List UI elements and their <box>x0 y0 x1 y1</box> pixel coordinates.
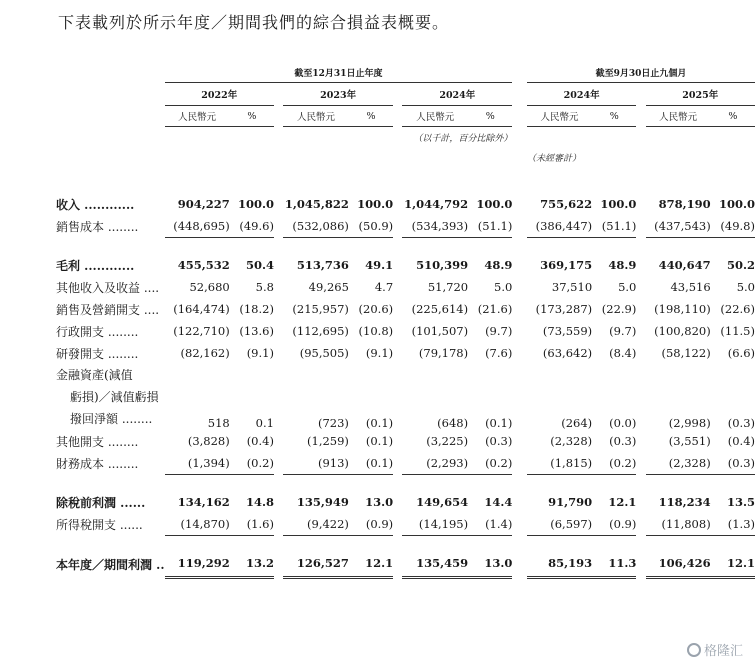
percent-cell: 100.0 <box>476 197 513 211</box>
amount-cell: (63,642) <box>542 346 593 360</box>
percent-cell: (20.6) <box>358 302 394 316</box>
percent-cell: 49.1 <box>365 258 394 272</box>
amount-cell: (112,695) <box>292 324 349 338</box>
row-label: 銷售及營銷開支 .... <box>56 302 160 317</box>
percent-cell: 0.1 <box>255 416 274 430</box>
percent-cell: (0.4) <box>246 434 274 448</box>
amount-cell: 513,736 <box>296 258 349 272</box>
percent-cell: 12.1 <box>711 552 755 578</box>
table-row <box>56 452 755 475</box>
row-label: 行政開支 ........ <box>56 324 139 339</box>
percent-cell: 13.5 <box>726 495 755 509</box>
percent-cell: 12.1 <box>608 495 637 509</box>
percent-cell: 4.7 <box>374 280 394 294</box>
amount-cell: (1,259) <box>307 434 349 448</box>
header-year-2022: 2022年 <box>165 83 274 106</box>
percent-cell: (0.1) <box>485 416 513 430</box>
percent-cell: (0.9) <box>592 513 636 536</box>
percent-cell: (0.1) <box>365 434 394 448</box>
percent-cell: (10.8) <box>358 324 394 338</box>
table-row <box>56 320 755 342</box>
amount-cell: (448,695) <box>165 215 230 238</box>
table-row <box>56 276 755 298</box>
row-label-line: 虧損)／減值虧損 <box>70 390 159 404</box>
amount-cell: (534,393) <box>402 215 468 238</box>
amount-cell: (11,808) <box>646 513 711 536</box>
watermark-text: 格隆汇 <box>703 644 743 659</box>
amount-cell: 135,949 <box>296 495 349 509</box>
note-unaudited: （未經審計） <box>526 153 581 164</box>
amount-cell: 369,175 <box>540 258 593 272</box>
row-label-line: 金融資產(減值 <box>56 368 133 382</box>
percent-cell: (49.8) <box>711 215 755 238</box>
percent-cell: (49.6) <box>230 215 274 238</box>
header-year-2024: 2024年 <box>402 83 512 106</box>
percent-cell: (1.4) <box>468 513 512 536</box>
percent-cell: 100.0 <box>600 197 637 211</box>
watermark-logo-icon <box>687 643 701 657</box>
amount-cell: (2,328) <box>646 452 711 475</box>
unit-rmb: 人民幣元 <box>165 106 230 127</box>
percent-cell: 14.8 <box>245 495 274 509</box>
percent-cell: (51.1) <box>468 215 512 238</box>
percent-cell: 5.0 <box>494 280 513 294</box>
percent-cell: 13.0 <box>468 552 512 578</box>
amount-cell: (198,110) <box>654 302 711 316</box>
table-row <box>56 513 755 536</box>
amount-cell: 51,720 <box>427 280 469 294</box>
amount-cell: (14,195) <box>402 513 468 536</box>
percent-cell: (0.1) <box>349 452 393 475</box>
amount-cell: 455,532 <box>177 258 230 272</box>
percent-cell: (9.7) <box>485 324 513 338</box>
percent-cell: (8.4) <box>609 346 637 360</box>
percent-cell: 48.9 <box>608 258 637 272</box>
percent-cell: (0.2) <box>468 452 512 475</box>
amount-cell: (58,122) <box>661 346 711 360</box>
table-row <box>56 193 755 215</box>
unit-pct: % <box>230 106 274 127</box>
unit-rmb: 人民幣元 <box>402 106 468 127</box>
row-label: 財務成本 ........ <box>56 456 139 471</box>
amount-cell: (3,551) <box>668 434 711 448</box>
table-row <box>56 364 755 430</box>
table-row <box>56 430 755 452</box>
amount-cell: 37,510 <box>551 280 593 294</box>
amount-cell: 518 <box>207 416 230 430</box>
amount-cell: 149,654 <box>416 495 469 509</box>
unit-rmb: 人民幣元 <box>527 106 592 127</box>
amount-cell: 106,426 <box>646 552 711 578</box>
amount-cell: (1,815) <box>527 452 592 475</box>
unit-rmb: 人民幣元 <box>646 106 711 127</box>
amount-cell: (2,998) <box>668 416 711 430</box>
percent-cell: (9.7) <box>609 324 637 338</box>
amount-cell: 878,190 <box>658 197 711 211</box>
percent-cell: (0.1) <box>365 416 394 430</box>
amount-cell: (164,474) <box>173 302 230 316</box>
amount-cell: 1,045,822 <box>284 197 349 211</box>
percent-cell: (0.3) <box>727 416 755 430</box>
row-label <box>56 364 165 430</box>
amount-cell: 510,399 <box>416 258 469 272</box>
amount-cell: (122,710) <box>173 324 230 338</box>
row-label: 其他開支 ........ <box>56 434 139 449</box>
amount-cell: (264) <box>561 416 593 430</box>
amount-cell: 49,265 <box>308 280 349 294</box>
amount-cell: (73,559) <box>542 324 593 338</box>
amount-cell: (215,957) <box>292 302 349 316</box>
row-label: 研發開支 ........ <box>56 346 139 361</box>
table-row <box>56 215 755 238</box>
percent-cell: 100.0 <box>237 197 274 211</box>
header-year-end: 截至12月31日止年度 <box>165 62 513 83</box>
amount-cell: 134,162 <box>177 495 230 509</box>
percent-cell: 11.3 <box>592 552 636 578</box>
amount-cell: (225,614) <box>411 302 469 316</box>
amount-cell: (386,447) <box>527 215 592 238</box>
amount-cell: (3,828) <box>187 434 230 448</box>
percent-cell: 14.4 <box>484 495 513 509</box>
amount-cell: (2,328) <box>550 434 593 448</box>
row-label: 毛利 ............ <box>56 258 135 273</box>
percent-cell: 100.0 <box>718 197 755 211</box>
percent-cell: (9.1) <box>365 346 394 360</box>
percent-cell: 50.4 <box>245 258 274 272</box>
percent-cell: (22.6) <box>720 302 755 316</box>
row-label: 其他收入及收益 .... <box>56 280 160 295</box>
percent-cell: (6.6) <box>727 346 755 360</box>
amount-cell: (532,086) <box>283 215 349 238</box>
percent-cell: (21.6) <box>477 302 513 316</box>
percent-cell: 13.2 <box>230 552 274 578</box>
amount-cell: 85,193 <box>527 552 592 578</box>
amount-cell: (9,422) <box>283 513 349 536</box>
percent-cell: 13.0 <box>365 495 394 509</box>
table-row <box>56 298 755 320</box>
table-row <box>56 342 755 364</box>
percent-cell: 48.9 <box>484 258 513 272</box>
amount-cell: (173,287) <box>535 302 593 316</box>
amount-cell: (913) <box>283 452 349 475</box>
amount-cell: (437,543) <box>646 215 711 238</box>
amount-cell: 43,516 <box>670 280 711 294</box>
amount-cell: (79,178) <box>418 346 469 360</box>
percent-cell: (1.6) <box>230 513 274 536</box>
percent-cell: (0.0) <box>609 416 637 430</box>
header-period-2024: 2024年 <box>527 83 636 106</box>
amount-cell: 126,527 <box>283 552 349 578</box>
row-label: 除稅前利潤 ...... <box>56 495 146 510</box>
amount-cell: (95,505) <box>299 346 349 360</box>
percent-cell: (0.2) <box>230 452 274 475</box>
amount-cell: 91,790 <box>548 495 593 509</box>
income-statement-table <box>56 62 755 579</box>
amount-cell: (648) <box>437 416 469 430</box>
unit-rmb: 人民幣元 <box>283 106 349 127</box>
table-row <box>56 254 755 276</box>
amount-cell: 118,234 <box>658 495 711 509</box>
percent-cell: (0.9) <box>349 513 393 536</box>
amount-cell: 755,622 <box>540 197 593 211</box>
percent-cell: (7.6) <box>485 346 513 360</box>
table-row <box>56 552 755 578</box>
amount-cell: (14,870) <box>165 513 230 536</box>
amount-cell: 1,044,792 <box>404 197 469 211</box>
percent-cell: (0.3) <box>711 452 755 475</box>
amount-cell: (2,293) <box>402 452 468 475</box>
intro-text: 下表載列於所示年度／期間我們的綜合損益表概要。 <box>58 13 450 32</box>
unit-pct: % <box>711 106 755 127</box>
header-nine-months: 截至9月30日止九個月 <box>527 62 755 83</box>
row-label-line: 撥回淨額 ........ <box>70 412 153 426</box>
percent-cell: 50.2 <box>726 258 755 272</box>
unit-pct: % <box>592 106 636 127</box>
header-year-2023: 2023年 <box>283 83 393 106</box>
row-label: 銷售成本 ........ <box>56 219 139 234</box>
percent-cell: 100.0 <box>357 197 394 211</box>
percent-cell: 12.1 <box>349 552 393 578</box>
amount-cell: (101,507) <box>411 324 469 338</box>
percent-cell: (18.2) <box>239 302 274 316</box>
percent-cell: 5.0 <box>736 280 755 294</box>
percent-cell: (0.4) <box>727 434 755 448</box>
percent-cell: (0.3) <box>609 434 637 448</box>
note-thousands: （以千計，百分比除外） <box>413 133 513 144</box>
watermark <box>687 640 743 659</box>
percent-cell: (1.3) <box>711 513 755 536</box>
unit-pct: % <box>349 106 393 127</box>
amount-cell: (100,820) <box>654 324 711 338</box>
percent-cell: (50.9) <box>349 215 393 238</box>
amount-cell: 119,292 <box>165 552 230 578</box>
amount-cell: 904,227 <box>177 197 230 211</box>
row-label: 本年度／期間利潤 .. <box>56 558 165 573</box>
unit-pct: % <box>468 106 512 127</box>
amount-cell: 52,680 <box>189 280 230 294</box>
percent-cell: (22.9) <box>601 302 637 316</box>
percent-cell: (11.5) <box>720 324 755 338</box>
amount-cell: (1,394) <box>165 452 230 475</box>
amount-cell: 440,647 <box>658 258 711 272</box>
amount-cell: (723) <box>317 416 349 430</box>
percent-cell: 5.8 <box>255 280 274 294</box>
percent-cell: (9.1) <box>246 346 274 360</box>
percent-cell: (0.3) <box>485 434 513 448</box>
percent-cell: (0.2) <box>592 452 636 475</box>
amount-cell: (3,225) <box>426 434 469 448</box>
row-label: 所得稅開支 ...... <box>56 517 143 532</box>
amount-cell: 135,459 <box>402 552 468 578</box>
amount-cell: (82,162) <box>180 346 230 360</box>
row-label: 收入 ............ <box>56 197 135 212</box>
percent-cell: 5.0 <box>618 280 637 294</box>
table-row <box>56 491 755 513</box>
percent-cell: (13.6) <box>239 324 274 338</box>
percent-cell: (51.1) <box>592 215 636 238</box>
header-period-2025: 2025年 <box>646 83 755 106</box>
amount-cell: (6,597) <box>527 513 592 536</box>
